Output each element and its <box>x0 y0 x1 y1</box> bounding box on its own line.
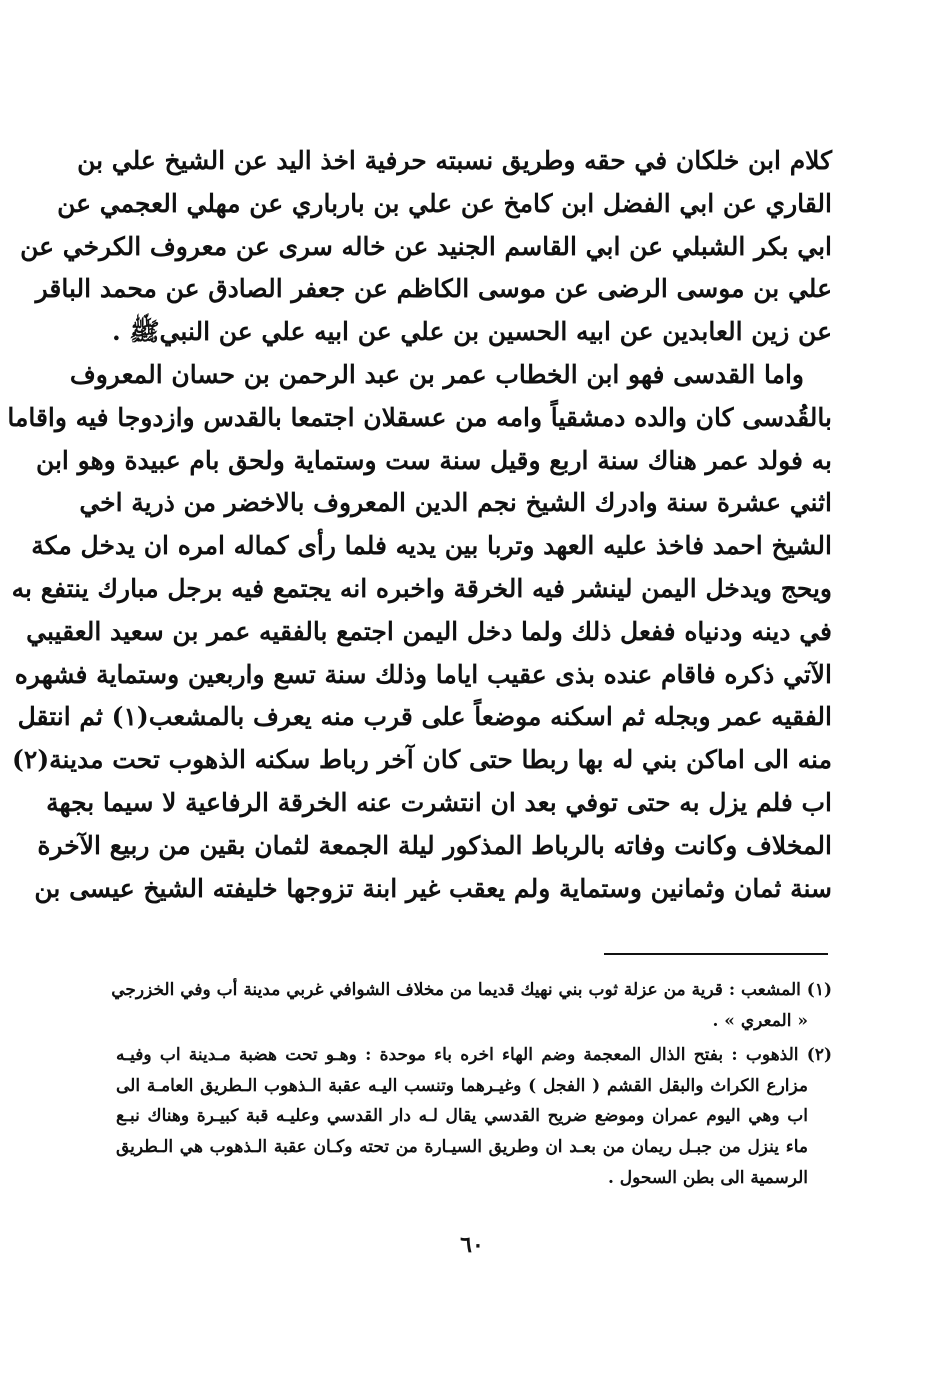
main-text <box>7 140 832 910</box>
text-line: المخلاف وكانت وفاته بالرباط المذكور ليلة الجمعة لثمان بقين من ربيع الآخرة <box>37 830 832 860</box>
text-line: ويحج ويدخل اليمن لينشر فيه الخرقة واخبره انه يجتمع فيه برجل مبارك ينتفع به <box>11 573 832 603</box>
footnote-divider <box>604 953 828 955</box>
text-line: القاري عن ابي الفضل ابن كامخ عن علي بن بارباري عن مهلي العجمي عن <box>57 188 832 218</box>
text-line: سنة ثمان وثمانين وستماية ولم يعقب غير ابنة تزوجها خليفته الشيخ عيسى بن <box>34 873 832 903</box>
footnote-line: الرسمية الى بطن السحول . <box>607 1167 808 1188</box>
text-line: واما القدسى فهو ابن الخطاب عمر بن عبد الرحمن بن حسان المعروف <box>69 359 804 389</box>
text-line: الفقيه عمر وبجله ثم اسكنه موضعاً على قرب منه يعرف بالمشعب(١) ثم انتقل <box>17 702 832 732</box>
footnote-line: (١) المشعب : قرية من عزلة ثوب بني نهيك قديما من مخلاف الشوافي غربي مدينة أب وفي الخزرجي <box>111 980 832 1000</box>
footnote-line: اب وهي اليوم عمران وموضع ضريح القدسي يقال لـه دار القدسي وعليـه قبة كبيـرة وهناك نبـع <box>116 1106 808 1127</box>
footnote-line: « المعري » . <box>712 1010 808 1031</box>
text-line: كلام ابن خلكان في حقه وطريق نسبته حرفية اخذ اليد عن الشيخ علي بن <box>77 146 832 175</box>
text-line: اثني عشرة سنة وادرك الشيخ نجم الدين المعروف بالاخضر من ذرية اخي <box>79 488 832 518</box>
footnotes <box>111 975 832 1193</box>
text-line: الآتي ذكره فاقام عنده بذى عقيب اياما وذلك سنة تسع واربعين وستماية فشهره <box>14 659 832 689</box>
footnote-line: مزارع الكراث والبقل القشم ( الفجل ) وغيـرهما وتنسب اليـه عقبة الـذهوب الـطريق العامـة الى <box>116 1075 808 1096</box>
footnote-line: (٢) الذهوب : بفتح الذال المعجمة وضم الهاء اخره باء موحدة : وهـو تحت هضبة مـدينة اب وفيـه <box>116 1045 832 1066</box>
footnote-1 <box>111 975 832 1036</box>
text-line: الشيخ احمد فاخذ عليه العهد وتربا بين يديه فلما رأى كماله امره ان يدخل مكة <box>31 531 832 561</box>
text-line: علي بن موسى الرضى عن موسى الكاظم عن جعفر الصادق عن محمد الباقر <box>35 274 832 304</box>
text-line: اب فلم يزل به حتى توفي بعد ان انتشرت عنه الخرقة الرفاعية لا سيما بجهة <box>46 787 832 817</box>
footnote-2 <box>116 1040 832 1193</box>
text-line: عن زين العابدين عن ابيه الحسين بن علي عن ابيه علي عن النبيﷺ . <box>111 317 832 347</box>
page-number: ٦٠ <box>460 1232 484 1258</box>
text-line: منه الى اماكن بني له بها ربطا حتى كان آخر رباط سكنه الذهوب تحت مدينة(٢) <box>12 745 832 775</box>
text-line: ابي بكر الشبلي عن ابي القاسم الجنيد عن خاله سرى عن معروف الكرخي عن <box>20 231 832 261</box>
footnote-line: ماء ينزل من جبـل ريمان من بعـد ان وطريق السيـارة من تحته وكـان عقبة الـذهوب هي الـطريق <box>116 1136 808 1157</box>
text-line: في دينه ودنياه ففعل ذلك ولما دخل اليمن اجتمع بالفقيه عمر بن سعيد العقيبي <box>26 616 832 646</box>
text-line: بالقُدسى كان والده دمشقياً وامه من عسقلان اجتمعا بالقدس وازدوجا فيه واقاما <box>7 402 832 432</box>
text-line: به فولد عمر هناك سنة اربع وقيل سنة ست وستماية ولحق بام عبيدة وهو ابن <box>35 445 832 475</box>
